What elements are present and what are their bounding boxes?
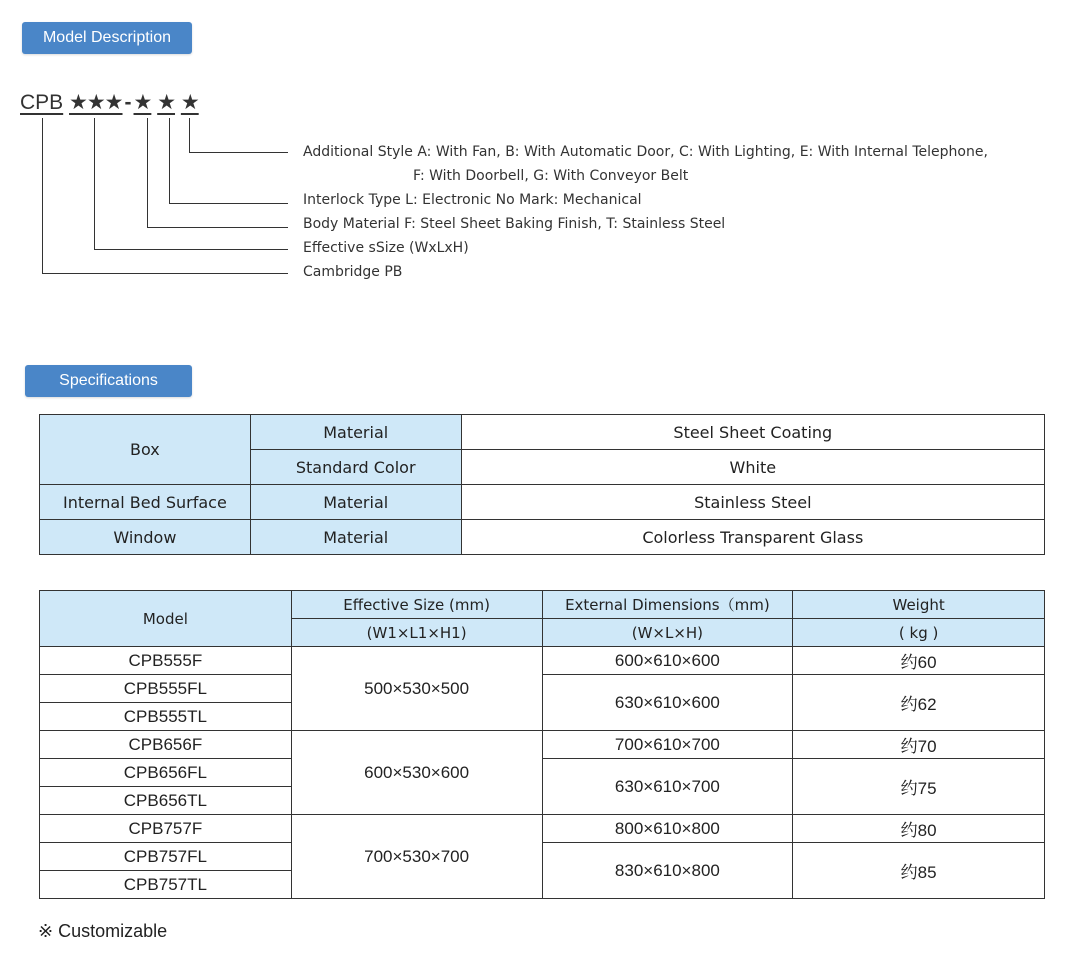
additional-style-text: Additional Style A: With Fan, B: With Automatic Door, C: With Lighting, E: With Internal Telephone,	[303, 144, 988, 160]
additional-style-text-cont: F: With Doorbell, G: With Conveyor Belt	[413, 168, 689, 184]
external-dim-cell: 630×610×600	[542, 675, 793, 731]
model-cell: CPB656F	[40, 731, 292, 759]
model-table	[39, 590, 1045, 899]
table-row	[40, 675, 1045, 703]
table-row	[40, 843, 1045, 871]
model-cell: CPB757F	[40, 815, 292, 843]
connector-line	[42, 273, 288, 274]
connector-line	[169, 118, 170, 204]
spec-item-cell: Material	[250, 520, 461, 555]
connector-line	[147, 227, 288, 228]
external-dim-cell: 830×610×800	[542, 843, 793, 899]
model-cell: CPB656TL	[40, 787, 292, 815]
table-row	[40, 647, 1045, 675]
connector-line	[94, 249, 288, 250]
external-dim-cell: 600×610×600	[542, 647, 793, 675]
header-model: Model	[40, 591, 292, 647]
header-effective-size-sub: (W1×L1×H1)	[291, 619, 542, 647]
code-mark-body: ★	[133, 91, 152, 114]
specifications-table	[39, 414, 1045, 555]
model-code	[20, 90, 199, 115]
external-dim-cell: 700×610×700	[542, 731, 793, 759]
weight-cell: 约80	[793, 815, 1045, 843]
code-size-marks: ★★★	[69, 91, 123, 114]
weight-cell: 约62	[793, 675, 1045, 731]
specifications-tag: Specifications	[25, 365, 192, 397]
connector-line	[42, 118, 43, 274]
spec-group-cell: Internal Bed Surface	[40, 485, 251, 520]
spec-item-cell: Standard Color	[250, 450, 461, 485]
interlock-type-text: Interlock Type L: Electronic No Mark: Mechanical	[303, 192, 642, 208]
code-mark-style: ★	[180, 91, 199, 114]
model-cell: CPB555FL	[40, 675, 292, 703]
spec-group-cell: Box	[40, 415, 251, 485]
table-row	[40, 415, 1045, 450]
weight-cell: 约70	[793, 731, 1045, 759]
weight-cell: 约60	[793, 647, 1045, 675]
weight-cell: 约75	[793, 759, 1045, 815]
model-cell: CPB555F	[40, 647, 292, 675]
effective-size-text: Effective sSize (WxLxH)	[303, 240, 469, 256]
table-row	[40, 485, 1045, 520]
brand-text: Cambridge PB	[303, 264, 403, 280]
connector-line	[147, 118, 148, 228]
connector-line	[94, 118, 95, 250]
table-row	[40, 815, 1045, 843]
table-row	[40, 731, 1045, 759]
code-dash: -	[124, 91, 132, 114]
external-dim-cell: 630×610×700	[542, 759, 793, 815]
model-cell: CPB555TL	[40, 703, 292, 731]
table-row	[40, 759, 1045, 787]
model-cell: CPB757FL	[40, 843, 292, 871]
table-row	[40, 520, 1045, 555]
connector-line	[169, 203, 288, 204]
table-header-row	[40, 591, 1045, 619]
spec-item-cell: Material	[250, 415, 461, 450]
model-cell: CPB656FL	[40, 759, 292, 787]
model-description-tag: Model Description	[22, 22, 192, 54]
spec-value-cell: White	[461, 450, 1044, 485]
spec-group-cell: Window	[40, 520, 251, 555]
spec-value-cell: Colorless Transparent Glass	[461, 520, 1044, 555]
header-weight-sub: ( kg )	[793, 619, 1045, 647]
body-material-text: Body Material F: Steel Sheet Baking Finish, T: Stainless Steel	[303, 216, 726, 232]
effective-size-cell: 600×530×600	[291, 731, 542, 815]
header-external-dimensions: External Dimensions（mm)	[542, 591, 793, 619]
spec-item-cell: Material	[250, 485, 461, 520]
spec-value-cell: Stainless Steel	[461, 485, 1044, 520]
weight-cell: 约85	[793, 843, 1045, 899]
header-weight: Weight	[793, 591, 1045, 619]
header-external-dimensions-sub: (W×L×H)	[542, 619, 793, 647]
header-effective-size: Effective Size (mm)	[291, 591, 542, 619]
effective-size-cell: 700×530×700	[291, 815, 542, 899]
spec-value-cell: Steel Sheet Coating	[461, 415, 1044, 450]
effective-size-cell: 500×530×500	[291, 647, 542, 731]
customizable-note: ※ Customizable	[38, 921, 168, 941]
model-cell: CPB757TL	[40, 871, 292, 899]
connector-line	[189, 118, 190, 153]
connector-line	[189, 152, 288, 153]
external-dim-cell: 800×610×800	[542, 815, 793, 843]
code-mark-interlock: ★	[157, 91, 176, 114]
code-prefix: CPB	[20, 91, 64, 114]
